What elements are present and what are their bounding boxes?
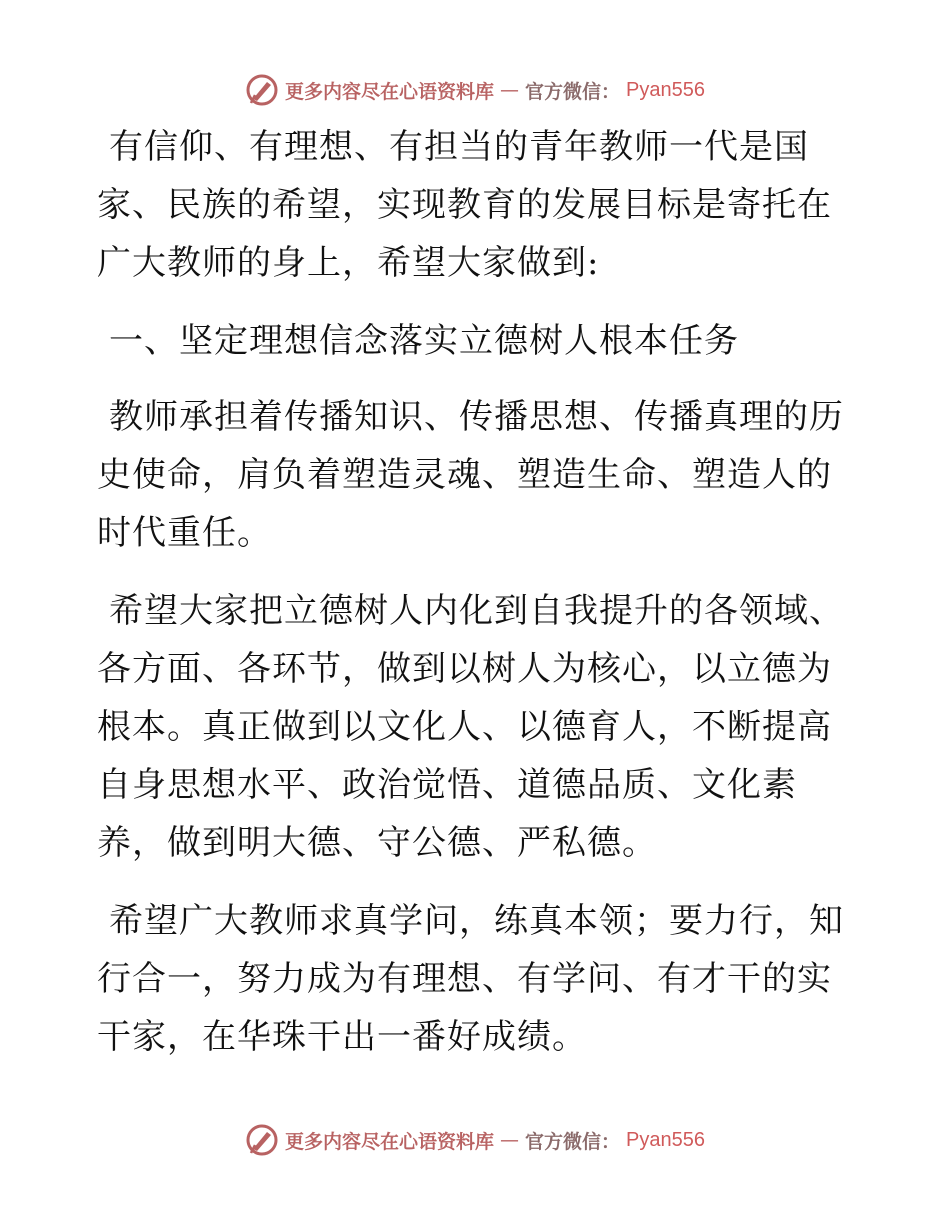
quill-logo-icon (245, 1123, 279, 1157)
watermark-wechat-label: 官方微信： (525, 1130, 621, 1153)
footer-watermark (0, 1120, 950, 1160)
watermark-separator: — (500, 79, 520, 101)
watermark-site-text: 更多内容尽在心语资料库 (285, 80, 495, 103)
document-body (97, 118, 857, 1086)
body-paragraph-2: 希望大家把立德树人内化到自我提升的各领域、各方面、各环节，做到以树人为核心，以立德为根本。真正做到以文化人、以德育人，不断提高自身思想水平、政治觉悟、道德品质、文化素养，做到明大德、守公德、严私德。 (97, 591, 844, 863)
body-paragraph-3: 希望广大教师求真学问，练真本领；要力行，知行合一，努力成为有理想、有学问、有才干的实干家，在华珠干出一番好成绩。 (97, 901, 844, 1057)
intro-paragraph: 有信仰、有理想、有担当的青年教师一代是国家、民族的希望，实现教育的发展目标是寄托在广大教师的身上，希望大家做到: (97, 127, 832, 283)
quill-logo-icon (245, 73, 279, 107)
section-heading: 一、坚定理想信念落实立德树人根本任务 (109, 321, 739, 361)
watermark-wechat-label: 官方微信： (525, 80, 621, 103)
header-watermark (0, 70, 950, 110)
watermark-separator: — (500, 1129, 520, 1151)
body-paragraph-1: 教师承担着传播知识、传播思想、传播真理的历史使命，肩负着塑造灵魂、塑造生命、塑造人的时代重任。 (97, 397, 844, 553)
watermark-wechat-id: Pyan556 (626, 1128, 705, 1151)
watermark-site-text: 更多内容尽在心语资料库 (285, 1130, 495, 1153)
watermark-wechat-id: Pyan556 (626, 78, 705, 101)
